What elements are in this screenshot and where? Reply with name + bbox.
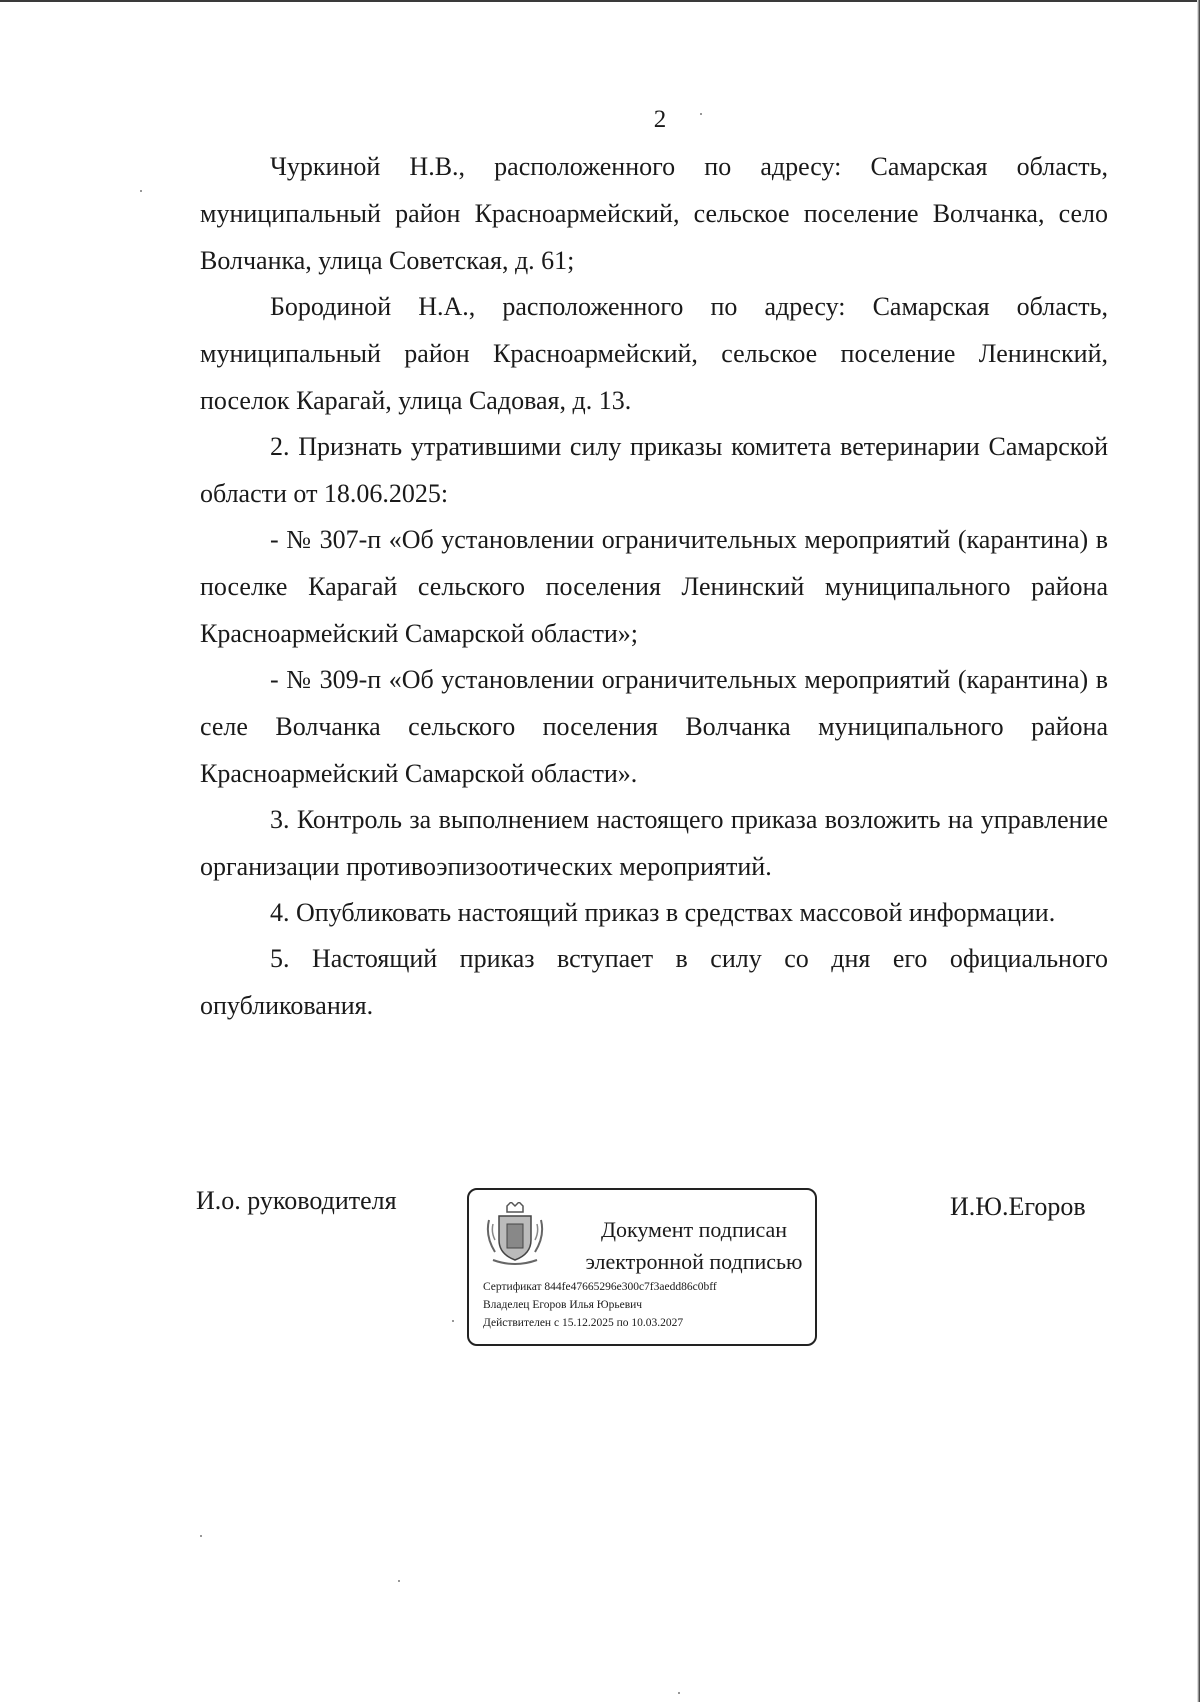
page-number: 2 <box>653 106 667 133</box>
stamp-title <box>579 1214 809 1278</box>
signatory-name: И.Ю.Егоров <box>950 1192 1086 1221</box>
scan-speck <box>452 1320 454 1322</box>
signatory-title: И.о. руководителя <box>196 1186 397 1215</box>
scan-speck <box>140 190 142 192</box>
stamp-owner: Владелец Егоров Илья Юрьевич <box>483 1299 643 1311</box>
document-body <box>200 143 1108 1029</box>
stamp-certificate: Сертификат 844fe47665296e300c7f3aedd86c0bff <box>483 1281 717 1293</box>
paragraph-churkina: Чуркиной Н.В., расположенного по адресу: Самарская область, муниципальный район Красноармейский, сельское поселение Волчанка, село Волчанка, улица Советская, д. 61; <box>200 152 1108 275</box>
scan-speck <box>700 113 702 115</box>
stamp-title-line-1: Документ подписан <box>600 1217 788 1242</box>
stamp-validity: Действителен с 15.12.2025 по 10.03.2027 <box>483 1317 684 1329</box>
scan-speck <box>200 1535 202 1537</box>
scan-speck <box>678 1692 680 1694</box>
scan-top-edge <box>0 0 1200 2</box>
paragraph-item-4: 4. Опубликовать настоящий приказ в средствах массовой информации. <box>270 898 1056 927</box>
paragraph-borodina: Бородиной Н.А., расположенного по адресу: Самарская область, муниципальный район Красноармейский, сельское поселение Ленинский, поселок Карагай, улица Садовая, д. 13. <box>200 292 1108 415</box>
paragraph-item-2: 2. Признать утратившими силу приказы комитета ветеринарии Самарской области от 18.06.2025: <box>200 432 1108 508</box>
stamp-details <box>483 1278 717 1332</box>
paragraph-item-3: 3. Контроль за выполнением настоящего приказа возложить на управление организации противоэпизоотических мероприятий. <box>200 805 1108 881</box>
stamp-title-line-2: электронной подписью <box>585 1249 803 1274</box>
paragraph-item-5: 5. Настоящий приказ вступает в силу со дня его официального опубликования. <box>200 944 1108 1020</box>
paragraph-order-307: - № 307-п «Об установлении ограничительных мероприятий (карантина) в поселке Карагай сельского поселения Ленинский муниципального района Красноармейский Самарской области»; <box>200 525 1108 648</box>
paragraph-order-309: - № 309-п «Об установлении ограничительных мероприятий (карантина) в селе Волчанка сельского поселения Волчанка муниципального района Красноармейский Самарской области». <box>200 665 1108 788</box>
electronic-signature-stamp <box>467 1188 817 1346</box>
samara-coat-of-arms-icon <box>485 1202 545 1268</box>
scan-speck <box>398 1580 400 1582</box>
